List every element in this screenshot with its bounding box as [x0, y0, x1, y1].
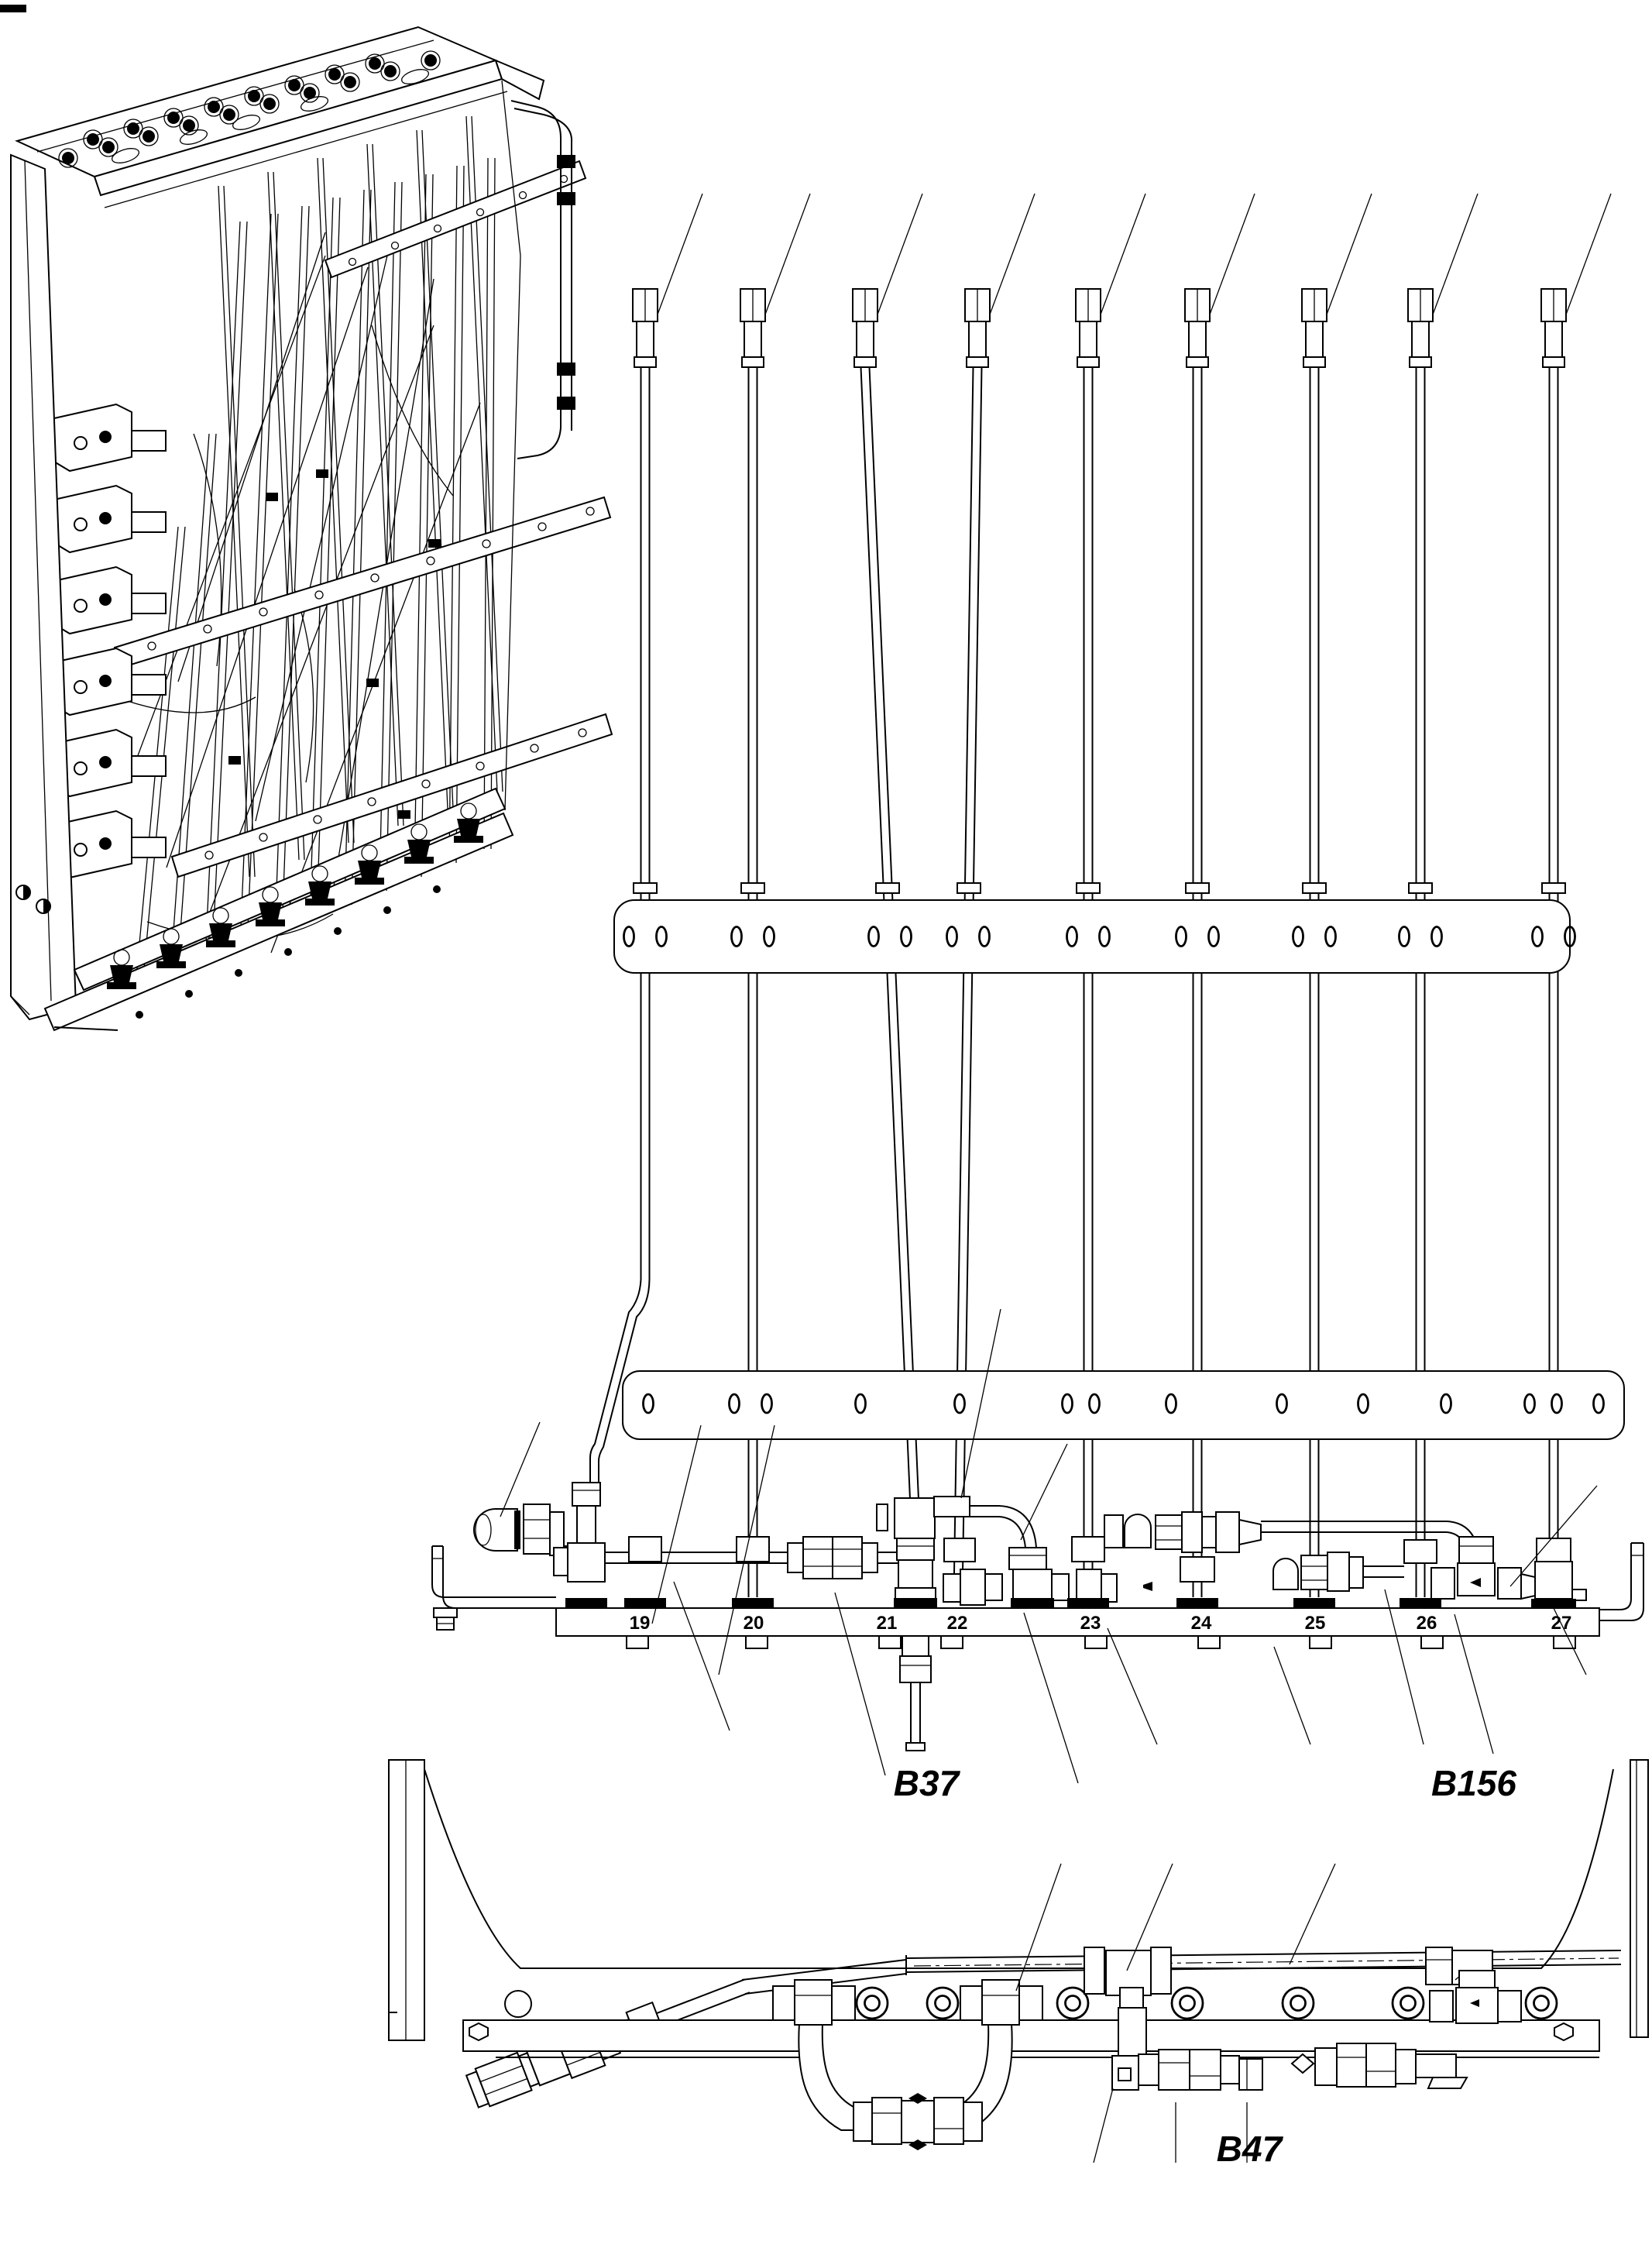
elbow-tee-cluster — [934, 1497, 1152, 1605]
lower-mounting-bracket — [623, 1371, 1624, 1439]
top-leader-lines — [658, 194, 1611, 314]
valve-stem-below-rail — [900, 1636, 931, 1751]
group-label-b47: B47 — [1216, 2129, 1283, 2169]
upper-mounting-bracket — [614, 900, 1575, 973]
dome-union — [1273, 1552, 1404, 1591]
cross-rails — [115, 161, 612, 877]
pipe-schematic — [590, 194, 1624, 1597]
pipe-collar — [1404, 1540, 1437, 1563]
group-label-b156: B156 — [1431, 1763, 1516, 1803]
pipe-collar — [737, 1537, 769, 1562]
isometric-frame-assembly — [11, 27, 612, 1030]
right-valve-cluster — [1431, 1521, 1586, 1600]
rail-position-label: 19 — [629, 1613, 651, 1634]
rail-position-label: 23 — [1080, 1613, 1101, 1634]
rail-position-label: 22 — [946, 1613, 968, 1634]
rail-position-label: 25 — [1304, 1613, 1326, 1634]
rail-position-label: 20 — [743, 1613, 764, 1634]
rail-position-label: 24 — [1190, 1613, 1212, 1634]
top-bolt-rail — [17, 27, 544, 208]
foot-flanges — [565, 1598, 1576, 1608]
rail-position-label: 26 — [1416, 1613, 1437, 1634]
right-tube-valve — [1426, 1947, 1521, 2023]
union-fitting — [788, 1537, 878, 1579]
rail-position-label: 27 — [1551, 1613, 1572, 1634]
pipe-collar — [1180, 1557, 1214, 1582]
inline-fittings — [1072, 1512, 1261, 1562]
pipe-collars — [634, 883, 1565, 893]
pipe-collar — [629, 1537, 661, 1562]
group-label-b37: B37 — [893, 1763, 960, 1803]
sheet-edge-mark — [0, 5, 26, 12]
u-loop-circuit — [773, 1980, 1042, 2150]
rail-tabs — [627, 1636, 1575, 1648]
rail-position-label: 21 — [876, 1613, 898, 1634]
trough-assembly — [389, 1760, 1648, 2169]
